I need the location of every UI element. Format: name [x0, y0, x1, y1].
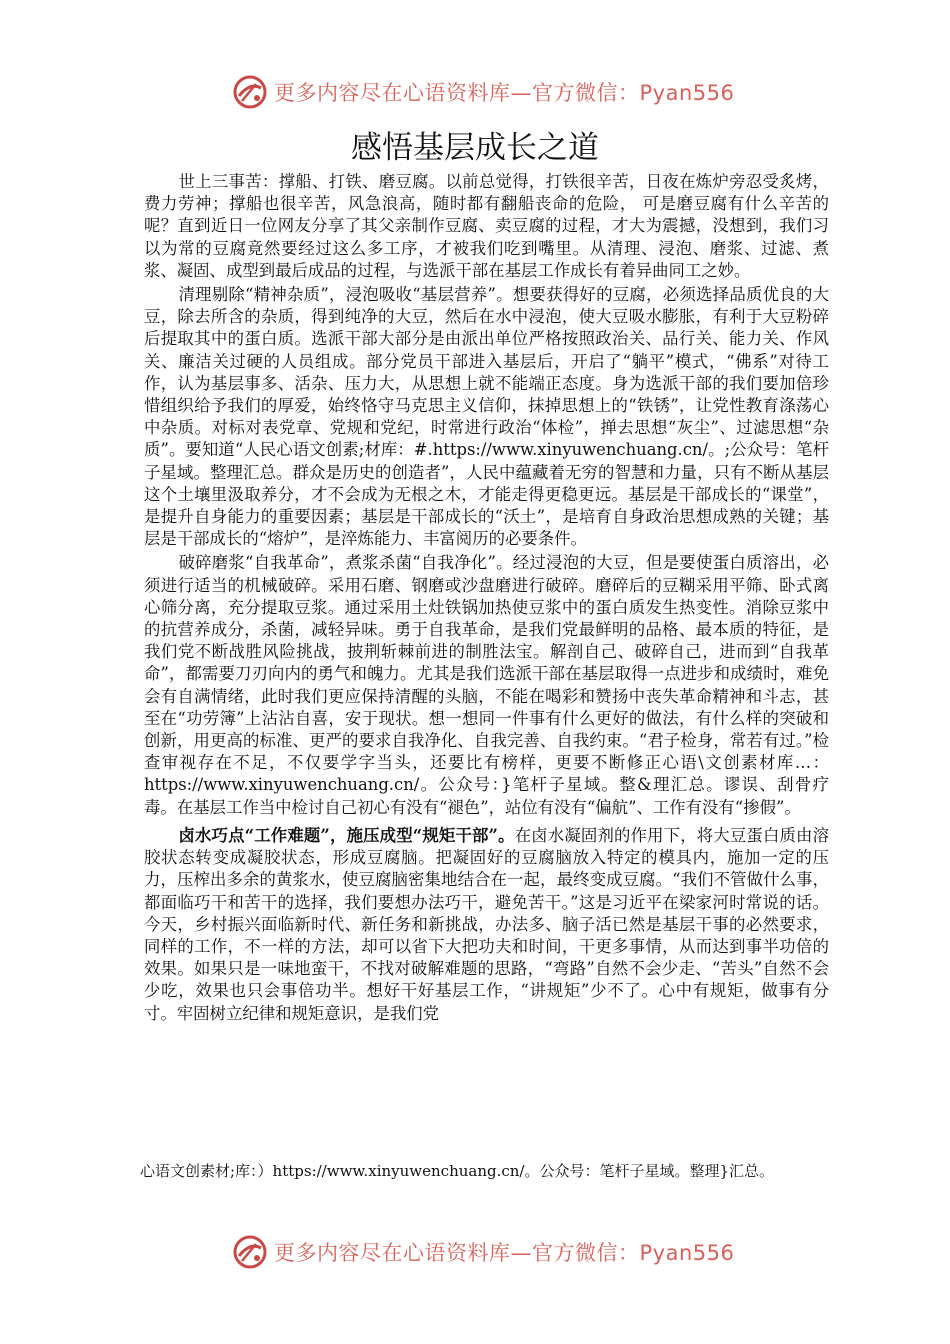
- banner-text: 更多内容尽在心语资料库—官方微信：Pyan556: [274, 81, 735, 105]
- document-body: [144, 171, 829, 1025]
- paragraph: [144, 171, 829, 282]
- paragraph: [144, 284, 829, 550]
- banner-text: 更多内容尽在心语资料库—官方微信：Pyan556: [274, 1241, 735, 1265]
- paragraph-text: 在卤水凝固剂的作用下，将大豆蛋白质由溶胶状态转变成凝胶状态，形成豆腐脑。把凝固好的豆腐脑放入特定的模具内，施加一定的压力，压榨出多余的黄浆水，使豆腐脑密集地结合在一起，最终变成豆腐。“我们不管做什么事，都面临巧干和苦干的选择，我们要想办法巧干，避免苦干。”这是习近平在梁家河时常说的话。今天，乡村振兴面临新时代、新任务和新挑战，办法多、脑子活已然是基层干事的必然要求，同样的工作，不一样的方法，却可以省下大把功夫和时间，干更多事情，从而达到事半功倍的效果。如果只是一味地蛮干，不找对破解难题的思路，“弯路”自然不会少走、“苦头”自然不会少吃，效果也只会事倍功半。想好干好基层工作，“讲规矩”少不了。心中有规矩，做事有分寸。牢固树立纪律和规矩意识，是我们党: [144, 825, 829, 1023]
- source-note: 心语文创素材;库：）https://www.xinyuwenchuang.cn/。公众号：笔杆子星域。整理}汇总。: [140, 1162, 775, 1180]
- paragraph-text: 世上三事苦：撑船、打铁、磨豆腐。以前总觉得，打铁很辛苦，日夜在炼炉旁忍受炙烤，费力劳神；撑船也很辛苦，风急浪高，随时都有翻船丧命的危险， 可是磨豆腐有什么辛苦的呢？直到近日一位网友分享了其父亲制作豆腐、卖豆腐的过程，才大为震撼，没想到，我们习以为常的豆腐竟然要经过这么多工序，才被我们吃到嘴里。从清理、浸泡、磨浆、过滤、煮浆、凝固、成型到最后成品的过程，与选派干部在基层工作成长有着异曲同工之妙。: [144, 172, 829, 280]
- paragraph-text: 破碎磨浆“自我革命”，煮浆杀菌“自我净化”。经过浸泡的大豆，但是要使蛋白质溶出，必须进行适当的机械破碎。采用石磨、钢磨或沙盘磨进行破碎。磨碎后的豆糊采用平筛、卧式离心筛分离，充分提取豆浆。通过采用土灶铁锅加热使豆浆中的蛋白质发生热变性。消除豆浆中的抗营养成分，杀菌，减轻异味。勇于自我革命，是我们党最鲜明的品格、最本质的特征，是我们党不断战胜风险挑战，披荆斩棘前进的制胜法宝。解剖自己、破碎自己，进而到“自我革命”，都需要刀刃向内的勇气和魄力。尤其是我们选派干部在基层取得一点进步和成绩时，难免会有自满情绪，此时我们更应保持清醒的头脑，不能在喝彩和赞扬中丧失革命精神和斗志，甚至在“功劳簿”上沾沾自喜，安于现状。想一想同一件事有什么更好的做法，有什么样的突破和创新，用更高的标准、更严的要求自我净化、自我完善、自我约束。“君子检身，常若有过。”检查审视存在不足，不仅要学字当头，还要比有榜样，更要不断修正心语\文创素材库…：https://www.xinyuwenchuang.cn/。公众号：}笔杆子星域。整&理汇总。谬误、刮骨疗毒。在基层工作当中检讨自己初心有没有“褪色”，站位有没有“偏航”、工作有没有“掺假”。: [144, 553, 829, 817]
- paragraph-lead: 卤水巧点“工作难题”，施压成型“规矩干部”。: [178, 825, 515, 845]
- document-title: 感悟基层成长之道: [351, 130, 599, 166]
- paragraph: [144, 825, 829, 1025]
- footer-banner: [232, 1232, 735, 1272]
- paragraph: [144, 552, 829, 818]
- logo-icon: [232, 74, 268, 110]
- logo-icon: [232, 1234, 268, 1270]
- header-banner: [232, 72, 735, 112]
- paragraph-text: 清理剔除“精神杂质”，浸泡吸收“基层营养”。想要获得好的豆腐，必须选择品质优良的大豆，除去所含的杂质，得到纯净的大豆，然后在水中浸泡，使大豆吸水膨胀，有利于大豆粉碎后提取其中的蛋白质。选派干部大部分是由派出单位严格按照政治关、品行关、能力关、作风关、廉洁关过硬的人员组成。部分党员干部进入基层后，开启了“躺平”模式，“佛系”对待工作，认为基层事多、活杂、压力大，从思想上就不能端正态度。身为选派干部的我们要加倍珍惜组织给予我们的厚爱，始终恪守马克思主义信仰，抹掉思想上的“铁锈”，让党性教育涤荡心中杂质。对标对表党章、党规和党纪，时常进行政治“体检”，掸去思想“灰尘”、过滤思想“杂质”。要知道“人民心语文创素;材库：#.https://www.xinyuwenchuang.cn/。;公众号：笔杆子星域。整理汇总。群众是历史的创造者”，人民中蕴藏着无穷的智慧和力量，只有不断从基层这个土壤里汲取养分，才不会成为无根之木，才能走得更稳更远。基层是干部成长的“课堂”，是提升自身能力的重要因素；基层是干部成长的“沃土”，是培育自身政治思想成熟的关键；基层是干部成长的“熔炉”，是淬炼能力、丰富阅历的必要条件。: [144, 285, 829, 549]
